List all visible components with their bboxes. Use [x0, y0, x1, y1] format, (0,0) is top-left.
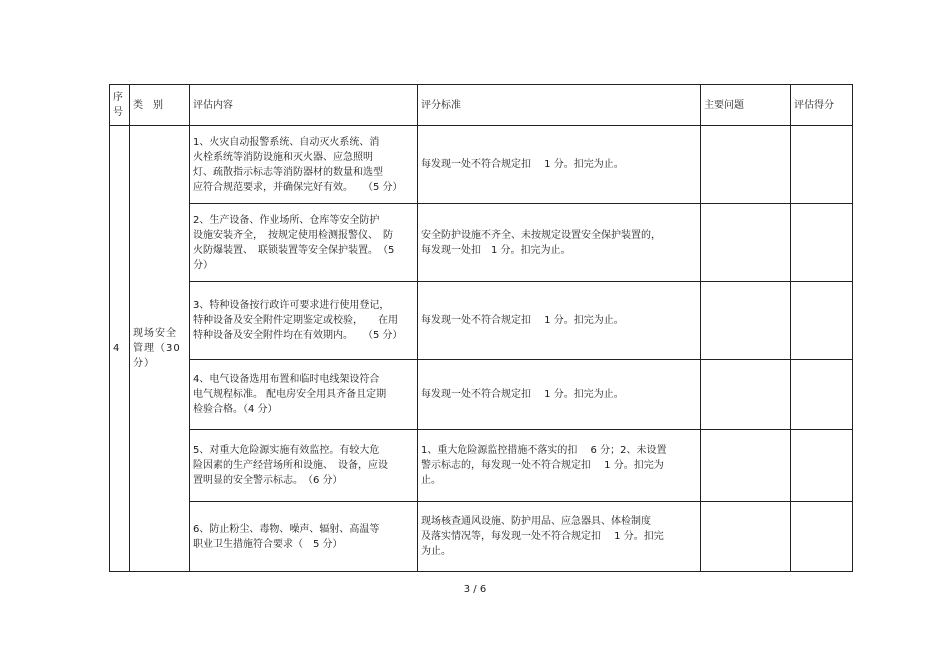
standard-cell: 1、重大危险源监控措施不落实的扣 6 分；2、未设置 警示标志的，每发现一处不符合规定扣 1 分。扣完为 止。 [418, 430, 701, 502]
content-cell: 3、特种设备按行政许可要求进行使用登记， 特种设备及安全附件定期鉴定或校验， 在用 特种设备及安全附件均在有效期内。 （5 分） [190, 282, 418, 360]
header-issues: 主要问题 [701, 85, 791, 126]
table-row [110, 126, 853, 204]
score-cell[interactable] [791, 430, 853, 502]
content-cell: 4、电气设备选用布置和临时电线架设符合 电气规程标准。 配电房安全用具齐备且定期 检验合格。（4 分） [190, 360, 418, 430]
page-number: 3 / 6 [463, 584, 487, 595]
table-row [110, 360, 853, 430]
header-standard: 评分标准 [418, 85, 701, 126]
issues-cell[interactable] [701, 360, 791, 430]
score-cell[interactable] [791, 204, 853, 282]
score-cell[interactable] [791, 360, 853, 430]
standard-cell: 每发现一处不符合规定扣 1 分。扣完为止。 [418, 360, 701, 430]
table-row [110, 502, 853, 572]
issues-cell[interactable] [701, 126, 791, 204]
header-score: 评估得分 [791, 85, 853, 126]
score-cell[interactable] [791, 126, 853, 204]
section-category: 现场安全管理（30分） [130, 126, 190, 572]
table-row [110, 430, 853, 502]
score-cell[interactable] [791, 282, 853, 360]
header-seq-line1: 序 [113, 92, 123, 103]
header-seq [110, 85, 130, 126]
standard-cell: 每发现一处不符合规定扣 1 分。扣完为止。 [418, 282, 701, 360]
standard-cell: 现场核查通风设施、防护用品、应急器具、体检制度 及落实情况等，每发现一处不符合规定扣 1 分。扣完 为止。 [418, 502, 701, 572]
issues-cell[interactable] [701, 430, 791, 502]
header-content: 评估内容 [190, 85, 418, 126]
content-cell: 2、生产设备、作业场所、仓库等安全防护 设施安装齐全， 按规定使用检测报警仪、 防 火防爆装置、 联锁装置等安全保护装置。 （5 分） [190, 204, 418, 282]
content-cell: 5、对重大危险源实施有效监控。有较大危 险因素的生产经营场所和设施、 设备，应设 置明显的安全警示标志。 （6 分） [190, 430, 418, 502]
section-seq: 4 [110, 126, 130, 572]
assessment-table [109, 84, 853, 572]
score-cell[interactable] [791, 502, 853, 572]
table-row [110, 282, 853, 360]
table-row [110, 204, 853, 282]
header-row [110, 85, 853, 126]
standard-cell: 安全防护设施不齐全、未按规定设置安全保护装置的， 每发现一处扣 1 分。扣完为止。 [418, 204, 701, 282]
issues-cell[interactable] [701, 282, 791, 360]
standard-cell: 每发现一处不符合规定扣 1 分。扣完为止。 [418, 126, 701, 204]
content-cell: 1、火灾自动报警系统、自动灭火系统、消 火栓系统等消防设施和灭火器、应急照明 灯、疏散指示标志等消防器材的数量和选型 应符合规范要求，并确保完好有效。 （5 分） [190, 126, 418, 204]
header-category: 类 别 [130, 85, 190, 126]
header-seq-line2: 号 [113, 107, 123, 118]
issues-cell[interactable] [701, 502, 791, 572]
content-cell: 6、防止粉尘、毒物、噪声、辐射、高温等 职业卫生措施符合要求（ 5 分） [190, 502, 418, 572]
issues-cell[interactable] [701, 204, 791, 282]
